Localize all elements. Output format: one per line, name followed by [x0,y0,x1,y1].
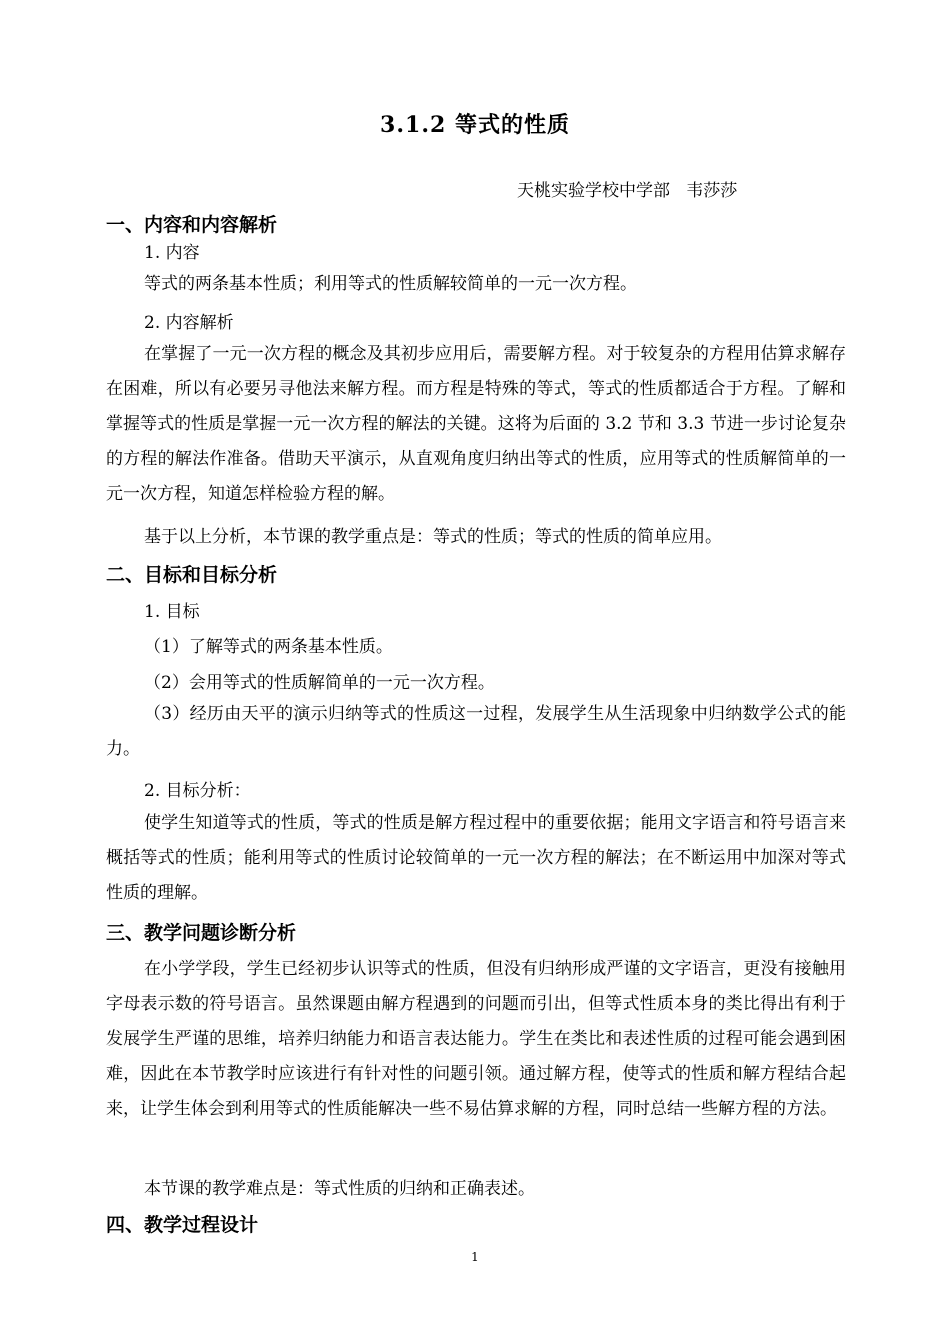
paragraph-content-analysis: 在掌握了一元一次方程的概念及其初步应用后，需要解方程。对于较复杂的方程用估算求解存在困难，所以有必要另寻他法来解方程。而方程是特殊的等式，等式的性质都适合于方程。了解和掌握等式的性质是掌握一元一次方程的解法的关键。这将为后面的 3.2 节和 3.3 节进一步讨论复杂的方程的解法作准备。借助天平演示，从直观角度归纳出等式的性质，应用等式的性质解简单的一元一次方程，知道怎样检验方程的解。 [106,344,846,504]
subheading-goals: 1. 目标 [144,602,200,622]
goal-item-2: （2）会用等式的性质解简单的一元一次方程。 [144,673,495,693]
paragraph-content: 等式的两条基本性质；利用等式的性质解较简单的一元一次方程。 [144,274,637,294]
goal-item-3: （3）经历由天平的演示归纳等式的性质这一过程，发展学生从生活现象中归纳数学公式的能力。 [106,704,846,759]
subheading-content-analysis: 2. 内容解析 [144,313,234,333]
document-title: 3.1.2 等式的性质 [380,112,570,138]
paragraph-diagnosis: 在小学学段，学生已经初步认识等式的性质，但没有归纳形成严谨的文字语言，更没有接触用字母表示数的符号语言。虽然课题由解方程遇到的问题而引出，但等式性质本身的类比得出有利于发展学生严谨的思维，培养归纳能力和语言表达能力。学生在类比和表述性质的过程可能会遇到困难，因此在本节教学时应该进行有针对性的问题引领。通过解方程，使等式的性质和解方程结合起来，让学生体会到利用等式的性质能解决一些不易估算求解的方程，同时总结一些解方程的方法。 [106,959,846,1119]
section-heading-3: 三、教学问题诊断分析 [106,922,297,944]
paragraph-difficulty: 本节课的教学难点是：等式性质的归纳和正确表述。 [144,1179,535,1199]
paragraph-key-point: 基于以上分析，本节课的教学重点是：等式的性质；等式的性质的简单应用。 [144,527,722,547]
paragraph-goal-analysis: 使学生知道等式的性质，等式的性质是解方程过程中的重要依据；能用文字语言和符号语言来概括等式的性质；能利用等式的性质讨论较简单的一元一次方程的解法；在不断运用中加深对等式性质的理解。 [106,813,846,903]
section-heading-4: 四、教学过程设计 [106,1214,259,1236]
page-number: 1 [471,1250,479,1264]
section-heading-1: 一、内容和内容解析 [106,214,278,236]
section-heading-2: 二、目标和目标分析 [106,564,278,586]
subheading-content: 1. 内容 [144,243,200,263]
author-line: 天桃实验学校中学部 韦莎莎 [517,181,738,201]
goal-item-1: （1）了解等式的两条基本性质。 [144,637,393,657]
subheading-goal-analysis: 2. 目标分析： [144,781,251,801]
